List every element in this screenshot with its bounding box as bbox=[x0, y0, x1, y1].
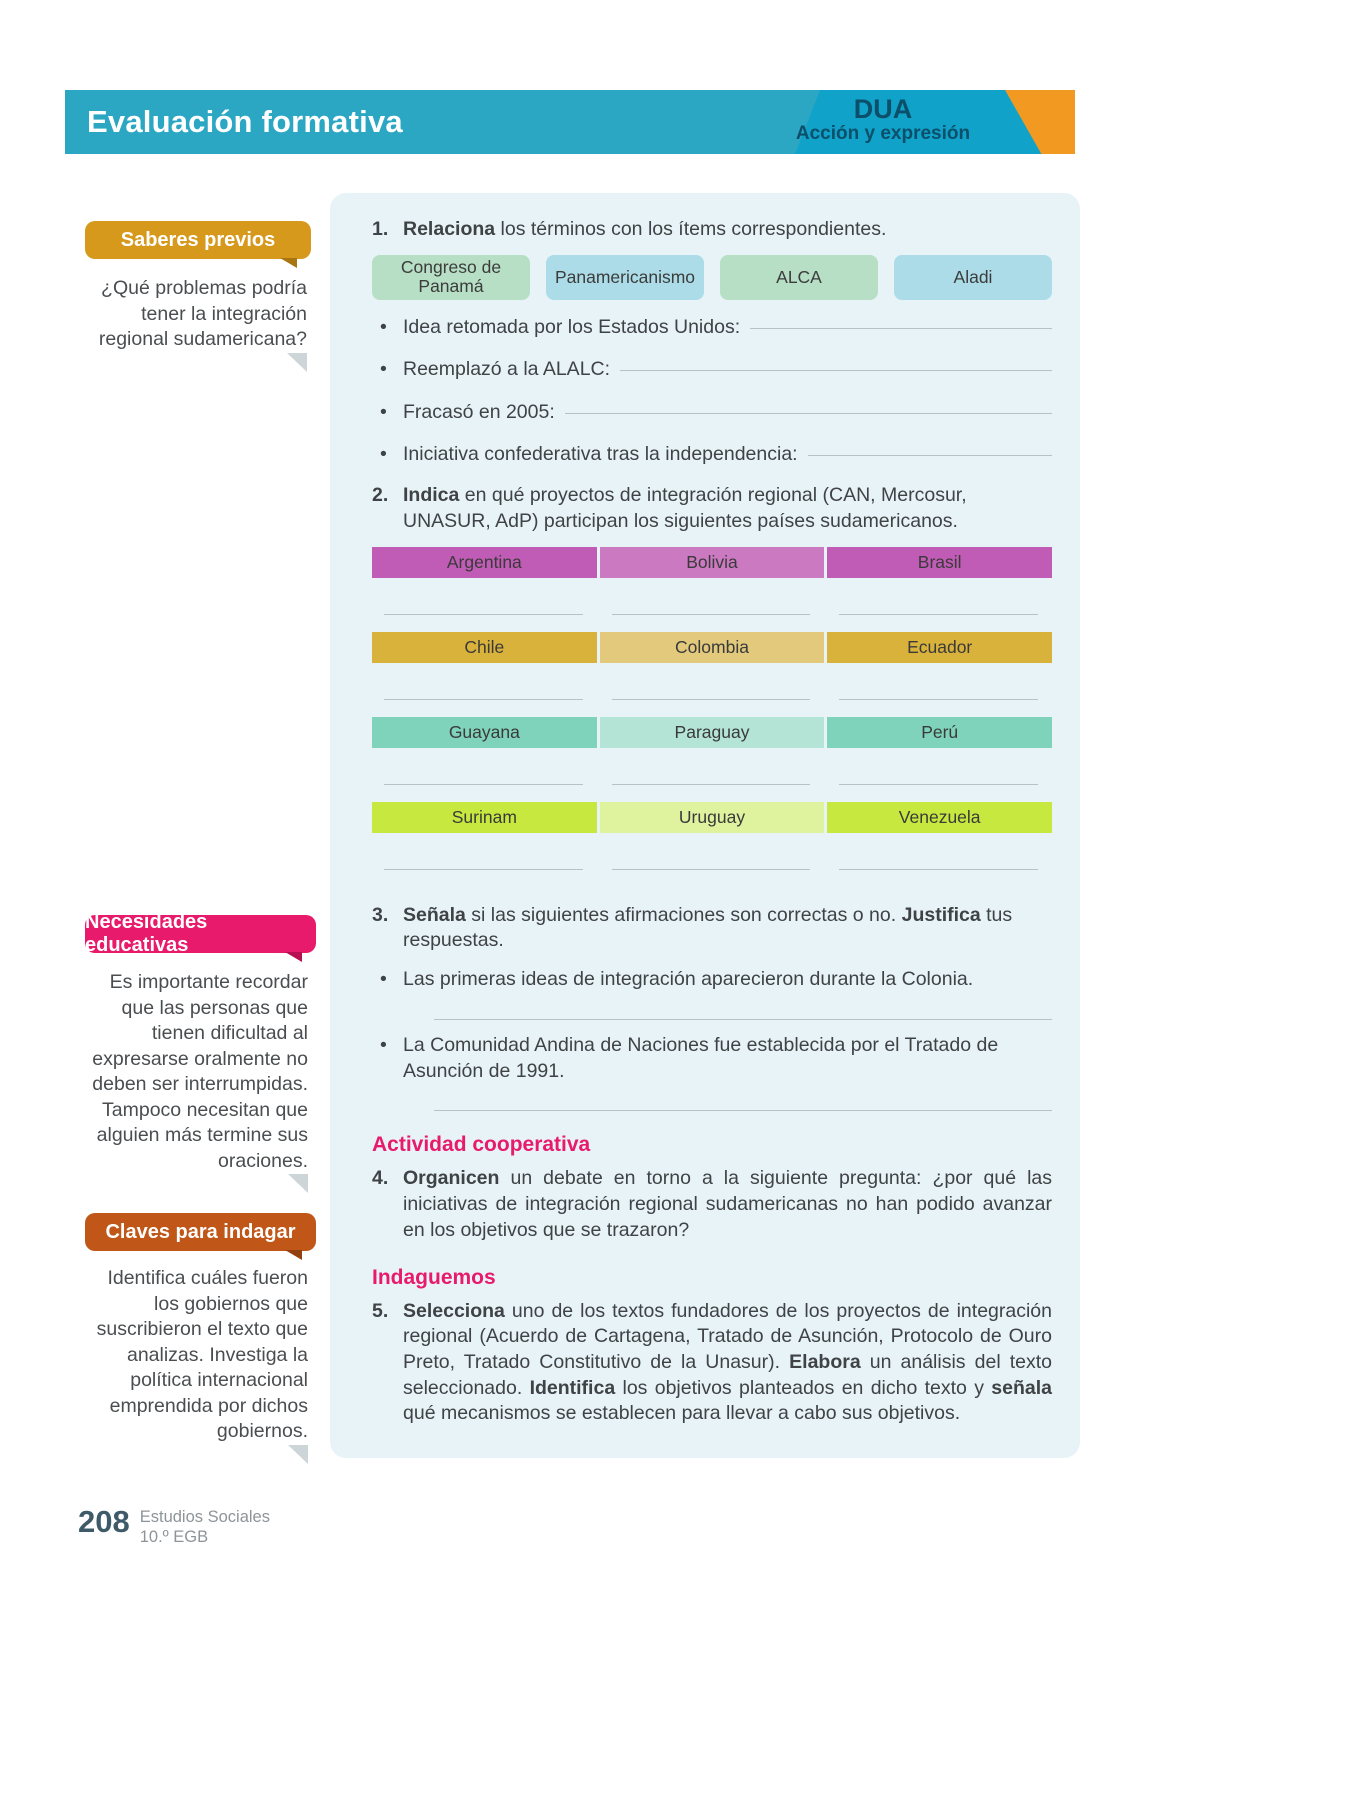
answer-blank bbox=[600, 748, 825, 802]
page-number: 208 bbox=[78, 1504, 130, 1539]
answer-blank bbox=[372, 748, 597, 802]
answer-blank bbox=[600, 663, 825, 717]
instruction-text: un debate en torno a la siguiente pregunta: ¿por qué las iniciativas de integración regional sudamericanas no han podido avanzar en los objetivos que se trazaron? bbox=[403, 1167, 1053, 1241]
sidebar-note-necesidades bbox=[86, 970, 308, 1174]
answer-blank-row bbox=[372, 663, 1052, 717]
country-cell: Colombia bbox=[600, 632, 825, 663]
country-cell: Surinam bbox=[372, 802, 597, 833]
item-number: 5. bbox=[372, 1299, 389, 1322]
instruction-text: los objetivos planteados en dicho texto y bbox=[622, 1376, 984, 1399]
answer-blank-row bbox=[372, 833, 1052, 887]
match-item bbox=[372, 399, 1052, 425]
dua-sublabel: Acción y expresión bbox=[795, 123, 971, 145]
country-cell: Uruguay bbox=[600, 802, 825, 833]
section-heading-indaguemos: Indaguemos bbox=[372, 1265, 496, 1289]
instruction-verb: Elabora bbox=[789, 1350, 861, 1373]
instruction-text: si las siguientes afirmaciones son correctas o no. bbox=[471, 903, 897, 926]
term-pill-label: Congreso de Panamá bbox=[400, 256, 502, 297]
instruction-text: qué mecanismos se establecen para llevar a cabo sus objetivos. bbox=[403, 1402, 961, 1425]
country-cell: Bolivia bbox=[600, 547, 825, 578]
item-instruction bbox=[403, 217, 1052, 243]
term-pill bbox=[720, 255, 878, 300]
instruction-text: en qué proyectos de integración regional (CAN, Mercosur, UNASUR, AdP) participan los siguientes países sudamericanos. bbox=[403, 484, 967, 532]
answer-blank bbox=[827, 578, 1052, 632]
term-pill-label: ALCA bbox=[776, 266, 822, 287]
sidebar-note-claves bbox=[86, 1266, 308, 1445]
item-number: 1. bbox=[372, 218, 389, 240]
item-instruction bbox=[403, 483, 1052, 534]
sidebar-label-text: Saberes previos bbox=[120, 228, 276, 251]
instruction-verb: señala bbox=[991, 1376, 1052, 1399]
exercise-panel bbox=[330, 193, 1080, 1458]
answer-blank bbox=[827, 833, 1052, 887]
dua-label-block bbox=[763, 95, 1003, 146]
affirmation-item bbox=[372, 967, 1052, 1020]
sidebar-label-necesidades-educativas bbox=[85, 911, 316, 956]
answer-blank bbox=[565, 413, 1052, 414]
match-item bbox=[372, 314, 1052, 340]
answer-blank bbox=[827, 663, 1052, 717]
match-item bbox=[372, 441, 1052, 467]
affirmation-item bbox=[372, 1033, 1052, 1111]
item-instruction bbox=[403, 1166, 1052, 1243]
sidebar-note-text: Es importante recordar que las personas que tienen dificultad al expresarse oralmente no deben ser interrumpidas. Tampoco necesitan que alguien más termine sus oraciones. bbox=[92, 971, 308, 1172]
footer-grade: 10.º EGB bbox=[139, 1527, 209, 1546]
country-cell: Venezuela bbox=[827, 802, 1052, 833]
answer-blank bbox=[434, 1110, 1052, 1111]
country-grid bbox=[372, 547, 1052, 887]
item-number: 4. bbox=[372, 1167, 389, 1190]
item-instruction bbox=[403, 1299, 1052, 1428]
sidebar-note-text: Identifica cuáles fueron los gobiernos que suscribieron el texto que analizas. Investiga la política internacional emprendida por dichos gobiernos. bbox=[96, 1267, 308, 1443]
footer-subject: Estudios Sociales bbox=[139, 1508, 270, 1526]
country-cell: Paraguay bbox=[600, 717, 825, 748]
item-instruction bbox=[403, 903, 1052, 954]
instruction-verb: Selecciona bbox=[403, 1299, 505, 1322]
instruction-text: un análisis del texto seleccionado. bbox=[403, 1350, 1052, 1399]
sidebar-note-saberes bbox=[95, 276, 307, 353]
instruction-text: tus respuestas. bbox=[403, 903, 1013, 952]
instruction-verb: Identifica bbox=[529, 1376, 616, 1399]
term-pill-row bbox=[372, 255, 1052, 300]
answer-blank-row bbox=[372, 578, 1052, 632]
answer-blank bbox=[372, 833, 597, 887]
country-row bbox=[372, 717, 1052, 748]
term-pill bbox=[546, 255, 704, 300]
answer-blank bbox=[434, 1019, 1052, 1020]
answer-blank bbox=[750, 328, 1052, 329]
section-heading-cooperative: Actividad cooperativa bbox=[372, 1133, 591, 1157]
item-number: 3. bbox=[372, 903, 389, 926]
country-cell: Chile bbox=[372, 632, 597, 663]
affirmation-text: La Comunidad Andina de Naciones fue establecida por el Tratado de Asunción de 1991. bbox=[403, 1033, 999, 1082]
country-row bbox=[372, 802, 1052, 833]
page-header-band bbox=[65, 90, 1075, 154]
affirmation-text: Las primeras ideas de integración aparecieron durante la Colonia. bbox=[403, 968, 974, 991]
country-cell: Ecuador bbox=[827, 632, 1052, 663]
answer-blank bbox=[600, 833, 825, 887]
instruction-text: uno de los textos fundadores de los proyectos de integración regional (Acuerdo de Cartagena, Tratado de Asunción, Protocolo de Ouro Preto, Tratado Constitutivo de la Unasur). bbox=[403, 1299, 1052, 1373]
country-row bbox=[372, 632, 1052, 663]
match-item-label: • Iniciativa confederativa tras la independencia: bbox=[403, 442, 798, 465]
term-pill bbox=[372, 255, 530, 300]
match-item-label: • Fracasó en 2005: bbox=[403, 400, 555, 423]
answer-blank bbox=[372, 663, 597, 717]
exercise-item-1 bbox=[372, 217, 1052, 243]
instruction-verb: Señala bbox=[403, 903, 466, 926]
country-cell: Perú bbox=[827, 717, 1052, 748]
exercise-item-3 bbox=[372, 903, 1052, 954]
instruction-text: los términos con los ítems correspondientes. bbox=[500, 218, 887, 240]
answer-blank-row bbox=[372, 748, 1052, 802]
answer-blank bbox=[808, 455, 1052, 456]
sidebar-label-text: Necesidades educativas bbox=[85, 911, 208, 956]
sidebar-label-text: Claves para indagar bbox=[105, 1220, 296, 1243]
instruction-verb: Indica bbox=[403, 484, 460, 507]
country-row bbox=[372, 547, 1052, 578]
term-pill-label: Aladi bbox=[953, 266, 993, 287]
answer-blank bbox=[600, 578, 825, 632]
exercise-item-2 bbox=[372, 483, 1052, 534]
dua-label: DUA bbox=[853, 94, 913, 124]
exercise-item-5 bbox=[372, 1299, 1052, 1428]
answer-blank bbox=[620, 370, 1052, 371]
instruction-verb: Justifica bbox=[901, 903, 981, 926]
item-number: 2. bbox=[372, 484, 389, 507]
country-cell: Argentina bbox=[372, 547, 597, 578]
answer-blank bbox=[372, 578, 597, 632]
page-footer bbox=[78, 1506, 270, 1548]
answer-blank bbox=[827, 748, 1052, 802]
page-title: Evaluación formativa bbox=[87, 104, 403, 139]
sidebar-label-claves-para-indagar bbox=[85, 1213, 316, 1251]
match-item bbox=[372, 356, 1052, 382]
instruction-verb: Relaciona bbox=[403, 218, 496, 240]
country-cell: Guayana bbox=[372, 717, 597, 748]
exercise-item-4 bbox=[372, 1166, 1052, 1243]
country-cell: Brasil bbox=[827, 547, 1052, 578]
instruction-verb: Organicen bbox=[403, 1167, 500, 1190]
footer-meta bbox=[140, 1506, 270, 1548]
term-pill-label: Panamericanismo bbox=[554, 266, 696, 287]
match-item-label: • Idea retomada por los Estados Unidos: bbox=[403, 315, 741, 338]
term-pill bbox=[894, 255, 1052, 300]
sidebar-label-saberes-previos bbox=[85, 221, 311, 259]
sidebar-note-text: ¿Qué problemas podría tener la integración regional sudamericana? bbox=[98, 277, 307, 351]
match-item-label: • Reemplazó a la ALALC: bbox=[403, 358, 611, 381]
